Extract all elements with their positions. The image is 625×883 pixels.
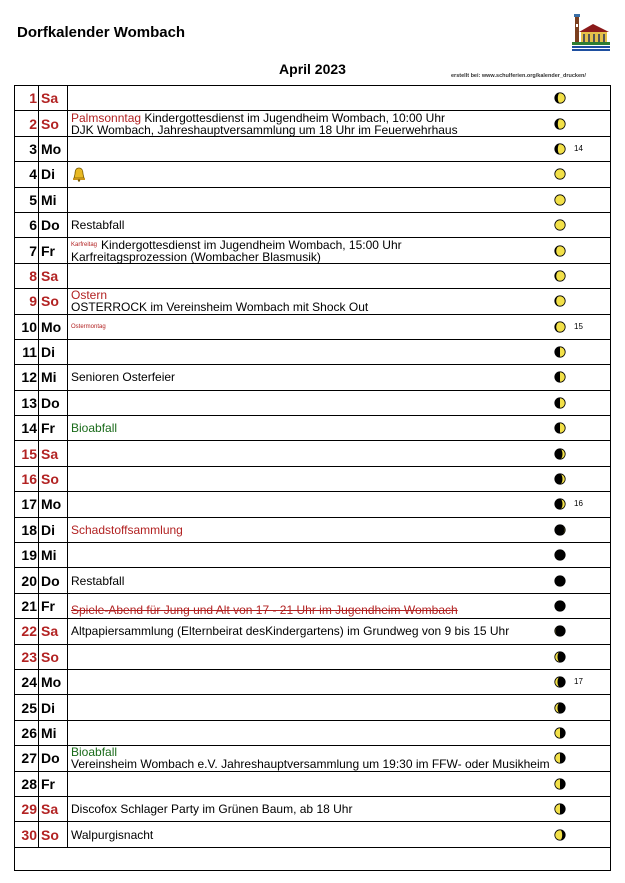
page-title: Dorfkalender Wombach (17, 24, 186, 41)
day-events (68, 669, 611, 694)
calendar-row (15, 771, 611, 796)
calendar-row (15, 720, 611, 745)
day-events (68, 746, 611, 771)
day-events (68, 238, 611, 263)
weekday-label: Mo (39, 314, 68, 339)
holiday-label: Palmsonntag (71, 110, 145, 125)
day-number: 20 (15, 568, 39, 593)
event-text: Kindergottesdienst im Jugendheim Wombach, 15:00 Uhr (101, 237, 402, 252)
bell-icon (71, 166, 87, 182)
day-number: 13 (15, 390, 39, 415)
moon-phase-icon (554, 118, 566, 132)
moon-phase-icon (554, 371, 566, 385)
day-number: 4 (15, 162, 39, 187)
event-text: OSTERROCK im Vereinsheim Wombach mit Shock Out (71, 300, 369, 315)
moon-phase-icon (554, 422, 566, 436)
weekday-label: Sa (39, 86, 68, 111)
day-number: 29 (15, 796, 39, 821)
day-events (68, 136, 611, 161)
calendar-row (15, 390, 611, 415)
month-heading: April 2023 (279, 61, 346, 77)
day-events (68, 441, 611, 466)
calendar-row (15, 593, 611, 618)
day-number: 7 (15, 238, 39, 263)
week-number: 16 (574, 499, 583, 509)
calendar-empty-row (15, 847, 611, 870)
weekday-label: Di (39, 162, 68, 187)
moon-phase-icon (554, 600, 566, 614)
calendar-row (15, 136, 611, 161)
day-events (68, 162, 611, 187)
event-text: Discofox Schlager Party im Grünen Baum, ab 18 Uhr (71, 802, 353, 817)
calendar-row (15, 238, 611, 263)
event-text: Karfreitagsprozession (Wombacher Blasmusik) (71, 249, 321, 264)
moon-phase-icon (554, 702, 566, 716)
calendar-row (15, 314, 611, 339)
moon-phase-icon (554, 92, 566, 106)
cancelled-event: Spiele-Abend für Jung und Alt von 17 - 21 Uhr im Jugendheim Wombach (71, 603, 458, 617)
event-text: DJK Wombach, Jahreshauptversammlung um 18 Uhr im Feuerwehrhaus (71, 122, 458, 137)
day-number: 19 (15, 543, 39, 568)
weekday-label: Fr (39, 416, 68, 441)
day-events (68, 314, 611, 339)
week-number: 17 (574, 677, 583, 687)
moon-phase-icon (554, 575, 566, 589)
day-number: 9 (15, 289, 39, 314)
weekday-label: Do (39, 212, 68, 237)
moon-phase-icon (554, 194, 566, 208)
moon-phase-icon (554, 168, 566, 182)
calendar-row (15, 568, 611, 593)
event-line (71, 371, 610, 383)
holiday-label: Ostermontag (71, 323, 106, 330)
event-line (71, 422, 610, 434)
event-line (71, 251, 610, 263)
calendar-row (15, 111, 611, 136)
calendar-row (15, 86, 611, 111)
day-number: 25 (15, 695, 39, 720)
week-number: 14 (574, 143, 583, 153)
moon-phase-icon (554, 803, 566, 817)
weekday-label: Mi (39, 720, 68, 745)
day-number: 8 (15, 263, 39, 288)
event-line (71, 321, 610, 333)
calendar-row (15, 517, 611, 542)
moon-phase-icon (554, 321, 566, 335)
weekday-label: Do (39, 390, 68, 415)
weekday-label: Mi (39, 187, 68, 212)
event-line (71, 625, 610, 637)
calendar-row (15, 466, 611, 491)
day-number: 18 (15, 517, 39, 542)
moon-phase-icon (554, 295, 566, 309)
event-line (71, 758, 610, 770)
weekday-label: Mo (39, 136, 68, 161)
calendar-row (15, 263, 611, 288)
day-events (68, 289, 611, 314)
calendar-row (15, 695, 611, 720)
day-number: 10 (15, 314, 39, 339)
day-events (68, 822, 611, 847)
holiday-label: Schadstoffsammlung (71, 522, 183, 537)
calendar-row (15, 365, 611, 390)
day-events (68, 390, 611, 415)
day-events (68, 720, 611, 745)
weekday-label: Mo (39, 669, 68, 694)
weekday-label: Fr (39, 593, 68, 618)
moon-phase-icon (554, 245, 566, 259)
calendar-row (15, 162, 611, 187)
waste-label: Bioabfall (71, 745, 118, 760)
day-number: 21 (15, 593, 39, 618)
moon-phase-icon (554, 651, 566, 665)
moon-phase-icon (554, 676, 566, 690)
calendar-row (15, 822, 611, 847)
day-events (68, 339, 611, 364)
day-number: 24 (15, 669, 39, 694)
event-text: Restabfall (71, 573, 125, 588)
moon-phase-icon (554, 448, 566, 462)
event-text: Senioren Osterfeier (71, 370, 176, 385)
day-number: 14 (15, 416, 39, 441)
holiday-label: Ostern (71, 288, 108, 303)
weekday-label: Di (39, 695, 68, 720)
moon-phase-icon (554, 778, 566, 792)
day-events (68, 593, 611, 618)
day-number: 2 (15, 111, 39, 136)
weekday-label: Do (39, 746, 68, 771)
day-number: 28 (15, 771, 39, 796)
calendar-row (15, 492, 611, 517)
day-events (68, 365, 611, 390)
calendar-row (15, 212, 611, 237)
event-line (71, 524, 610, 536)
moon-phase-icon (554, 473, 566, 487)
waste-label: Bioabfall (71, 421, 118, 436)
moon-phase-icon (554, 625, 566, 639)
weekday-label: Mi (39, 543, 68, 568)
day-number: 15 (15, 441, 39, 466)
weekday-label: Mo (39, 492, 68, 517)
weekday-label: Sa (39, 263, 68, 288)
day-events (68, 695, 611, 720)
weekday-label: Di (39, 339, 68, 364)
event-line (71, 219, 610, 231)
event-text: Altpapiersammlung (Elternbeirat desKindergartens) im Grundweg von 9 bis 15 Uhr (71, 624, 510, 639)
day-events (68, 86, 611, 111)
day-number: 6 (15, 212, 39, 237)
day-number: 22 (15, 619, 39, 644)
event-line (71, 124, 610, 136)
event-line (71, 803, 610, 815)
credit-text: erstellt bei: www.schulferien.org/kalender_drucken/ (451, 73, 586, 79)
weekday-label: Fr (39, 771, 68, 796)
event-text: Kindergottesdienst im Jugendheim Wombach, 10:00 Uhr (144, 110, 445, 125)
day-number: 30 (15, 822, 39, 847)
day-number: 16 (15, 466, 39, 491)
day-events (68, 568, 611, 593)
day-number: 17 (15, 492, 39, 517)
moon-phase-icon (554, 752, 566, 766)
event-text: Restabfall (71, 218, 125, 233)
day-events (68, 492, 611, 517)
weekday-label: Sa (39, 619, 68, 644)
day-number: 12 (15, 365, 39, 390)
week-number: 15 (574, 321, 583, 331)
day-number: 1 (15, 86, 39, 111)
calendar-row (15, 619, 611, 644)
day-events (68, 187, 611, 212)
weekday-label: Mi (39, 365, 68, 390)
moon-phase-icon (554, 397, 566, 411)
day-events (68, 466, 611, 491)
moon-phase-icon (554, 549, 566, 563)
moon-phase-icon (554, 270, 566, 284)
day-number: 27 (15, 746, 39, 771)
calendar-row (15, 746, 611, 771)
weekday-label: So (39, 822, 68, 847)
moon-phase-icon (554, 524, 566, 538)
event-text: Walpurgisnacht (71, 827, 154, 842)
calendar-table (14, 85, 611, 871)
weekday-label: Fr (39, 238, 68, 263)
day-events (68, 619, 611, 644)
weekday-label: So (39, 644, 68, 669)
moon-phase-icon (554, 727, 566, 741)
day-number: 5 (15, 187, 39, 212)
calendar-row (15, 441, 611, 466)
weekday-label: So (39, 289, 68, 314)
weekday-label: Di (39, 517, 68, 542)
day-number: 11 (15, 339, 39, 364)
weekday-label: So (39, 466, 68, 491)
moon-phase-icon (554, 498, 566, 512)
weekday-label: Sa (39, 441, 68, 466)
day-events (68, 416, 611, 441)
event-text: Vereinsheim Wombach e.V. Jahreshauptversammlung um 19:30 im FFW- oder Musikheim (71, 757, 550, 772)
moon-phase-icon (554, 219, 566, 233)
day-number: 23 (15, 644, 39, 669)
day-number: 3 (15, 136, 39, 161)
calendar-row (15, 669, 611, 694)
moon-phase-icon (554, 829, 566, 843)
day-events (68, 263, 611, 288)
day-number: 26 (15, 720, 39, 745)
holiday-label: Karfreitag (71, 241, 98, 248)
calendar-row (15, 644, 611, 669)
day-events (68, 111, 611, 136)
day-events (68, 212, 611, 237)
event-line (71, 301, 610, 313)
weekday-label: Do (39, 568, 68, 593)
calendar-row (15, 796, 611, 821)
day-events (68, 644, 611, 669)
calendar-row (15, 339, 611, 364)
event-line (71, 829, 610, 841)
church-logo-icon (566, 14, 612, 56)
day-events (68, 517, 611, 542)
day-events (68, 796, 611, 821)
weekday-label: Sa (39, 796, 68, 821)
day-events (68, 771, 611, 796)
moon-phase-icon (554, 346, 566, 360)
calendar-row (15, 289, 611, 314)
calendar-row (15, 416, 611, 441)
day-events (68, 543, 611, 568)
weekday-label: So (39, 111, 68, 136)
event-line (71, 575, 610, 587)
calendar-row (15, 187, 611, 212)
calendar-row (15, 543, 611, 568)
moon-phase-icon (554, 143, 566, 157)
